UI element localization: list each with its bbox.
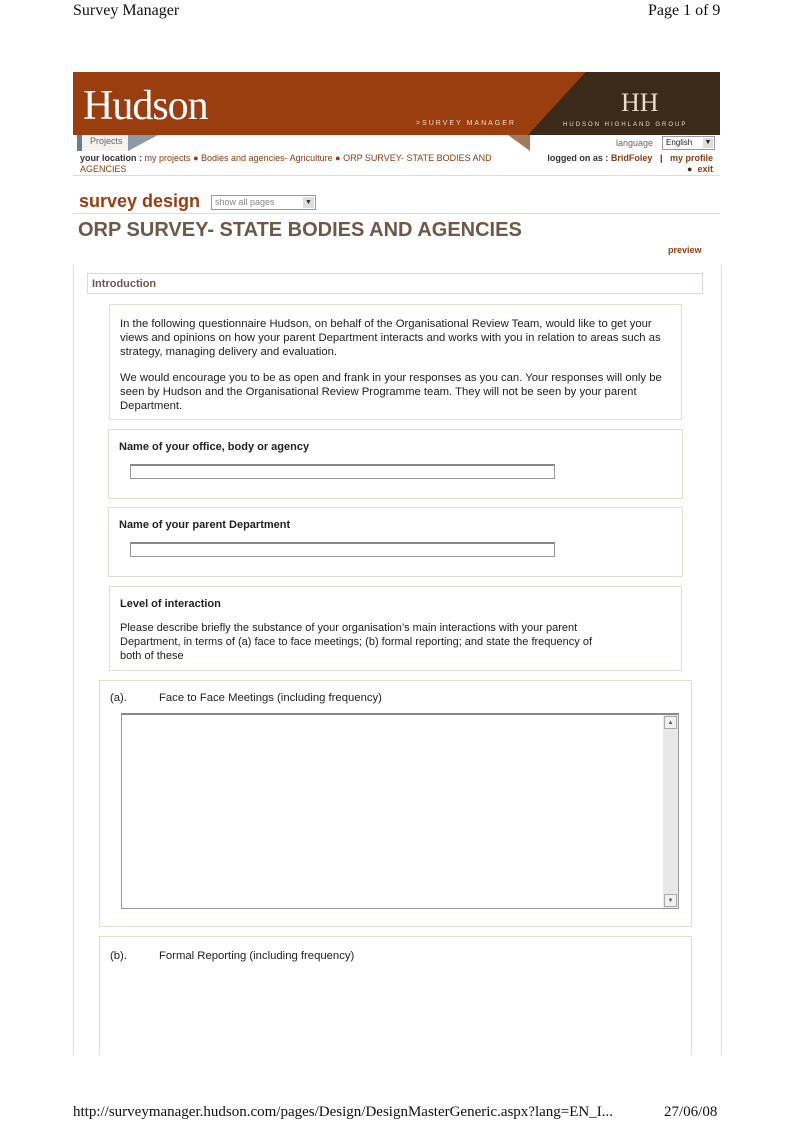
tab-bar <box>73 135 720 151</box>
login-info <box>540 153 713 175</box>
breadcrumb <box>80 153 510 175</box>
language-select[interactable] <box>662 136 715 150</box>
page-select[interactable] <box>211 195 316 210</box>
tab-decoration <box>508 135 530 151</box>
question-label: Name of your parent Department <box>119 519 291 531</box>
question-label: Name of your office, body or agency <box>119 441 310 453</box>
hudson-logo: Hudson <box>83 83 208 129</box>
intro-paragraph-1: In the following questionnaire Hudson, on behalf of the Organisational Review Team, would like to get your views and opinions on how your parent Department interacts and works with you in relation to areas such as strategy, managing delivery and evaluation. <box>120 318 661 358</box>
face-to-face-textarea[interactable] <box>121 713 679 909</box>
breadcrumb-survey[interactable]: ORP SURVEY- STATE BODIES AND AGENCIES <box>80 153 492 174</box>
language-value: English <box>666 138 693 147</box>
office-name-input[interactable] <box>130 464 555 479</box>
exit-link[interactable]: exit <box>697 164 713 174</box>
print-footer-url: http://surveymanager.hudson.com/pages/Design/DesignMasterGeneric.aspx?lang=EN_I... <box>73 1104 613 1120</box>
chevron-down-icon[interactable]: ▼ <box>704 139 712 146</box>
parent-department-input[interactable] <box>130 542 555 557</box>
breadcrumb-bodies-agencies[interactable]: Bodies and agencies- Agriculture <box>201 153 333 163</box>
hh-logo-icon: HH <box>621 88 659 117</box>
question-number: (a). <box>110 692 127 704</box>
logged-on-label: logged on as : <box>547 153 609 163</box>
question-level-interaction <box>109 586 682 671</box>
breadcrumb-separator: ● <box>193 153 199 163</box>
question-label: Level of interaction <box>120 598 221 610</box>
chevron-down-icon[interactable]: ▼ <box>303 197 314 208</box>
scroll-down-icon[interactable]: ▼ <box>664 894 677 907</box>
divider <box>73 175 720 176</box>
scroll-up-icon[interactable]: ▲ <box>664 716 677 729</box>
tab-decoration <box>128 135 158 151</box>
username: BridFoley <box>610 153 653 163</box>
question-label: Formal Reporting (including frequency) <box>159 950 355 962</box>
question-formal-reporting <box>99 936 692 1055</box>
divider <box>73 213 720 214</box>
page-select-value: show all pages <box>215 197 275 207</box>
breadcrumb-my-projects[interactable]: my projects <box>144 153 191 163</box>
breadcrumb-separator: ● <box>335 153 341 163</box>
tab-projects[interactable]: Projects <box>77 135 131 151</box>
question-label: Face to Face Meetings (including frequency) <box>159 692 382 704</box>
survey-design-title: survey design <box>79 191 201 211</box>
question-office-name <box>108 429 683 499</box>
print-header-page: Page 1 of 9 <box>648 2 721 19</box>
header-banner <box>73 72 720 135</box>
my-profile-link[interactable]: my profile <box>669 153 713 163</box>
print-footer-date: 27/06/08 <box>664 1104 718 1120</box>
group-name: HUDSON HIGHLAND GROUP <box>563 122 688 128</box>
section-header: Introduction <box>87 273 703 294</box>
question-parent-department <box>108 507 683 577</box>
location-label: your location : <box>80 153 143 163</box>
intro-box <box>109 304 682 420</box>
language-label: language <box>616 138 654 148</box>
question-number: (b). <box>110 950 127 962</box>
question-face-to-face <box>99 680 692 927</box>
login-separator: | <box>659 153 663 163</box>
question-description: Please describe briefly the substance of your organisation’s main interactions with your parent Department, in terms of (a) face to face meetings; (b) formal reporting; and state the frequency of both of these <box>120 622 593 662</box>
page-title: ORP SURVEY- STATE BODIES AND AGENCIES <box>78 219 522 241</box>
product-name: >SURVEY MANAGER <box>416 120 516 127</box>
intro-paragraph-2: We would encourage you to be as open and frank in your responses as you can. Your responses will only be seen by Hudson and the Organisational Review Programme team. They will not be seen by your parent Department. <box>120 372 662 412</box>
scrollbar[interactable] <box>663 715 678 908</box>
print-header-title: Survey Manager <box>73 2 180 19</box>
preview-link[interactable]: preview <box>668 245 702 255</box>
login-separator-dot: ● <box>687 164 693 174</box>
